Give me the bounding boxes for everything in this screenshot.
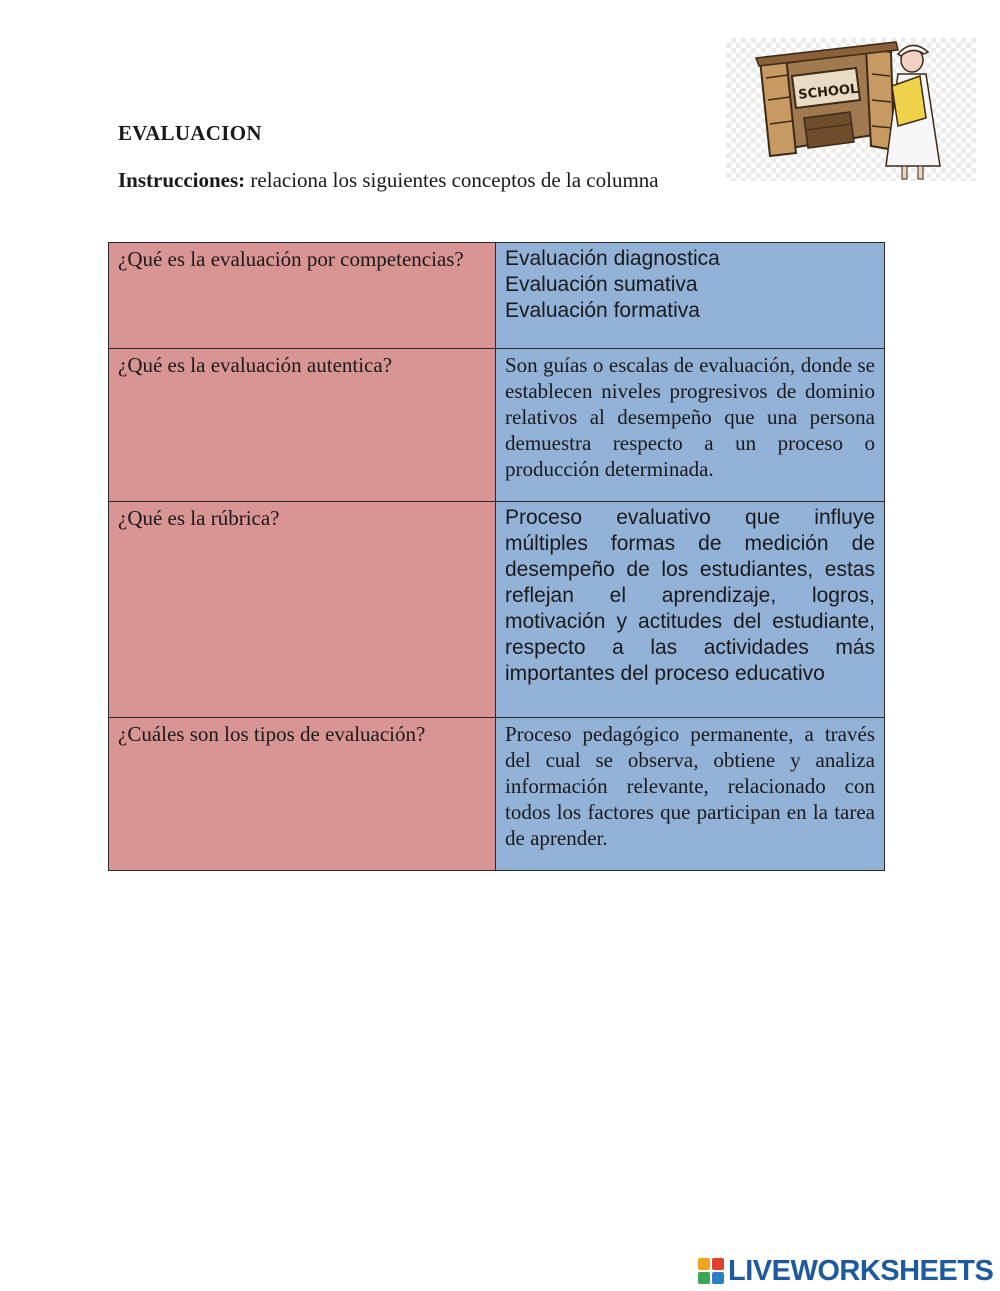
question-text: ¿Qué es la evaluación por competencias? — [118, 247, 464, 271]
answer-cell — [496, 718, 885, 871]
answer-text: Proceso evaluativo que influye múltiples formas de medición de desempeño de los estudiantes, estas reflejan el aprendizaje, logros, motivación y actitudes del estudiante, respecto a las actividades más importantes del proceso educativo — [505, 506, 875, 685]
table-row — [109, 502, 885, 718]
question-text: ¿Qué es la evaluación autentica? — [118, 353, 393, 377]
instructions — [118, 168, 659, 193]
instructions-label: Instrucciones: — [118, 168, 246, 192]
question-text: ¿Cuáles son los tipos de evaluación? — [118, 722, 426, 746]
answer-option: Evaluación diagnostica — [505, 247, 720, 270]
school-illustration — [726, 38, 976, 181]
page-title: EVALUACION — [118, 121, 262, 145]
instructions-text: relaciona los siguientes conceptos de la columna — [245, 168, 659, 192]
answer-cell — [496, 502, 885, 718]
table-row — [109, 349, 885, 502]
svg-text:SCHOOL: SCHOOL — [797, 81, 860, 103]
question-text: ¿Qué es la rúbrica? — [118, 506, 280, 530]
liveworksheets-logo — [698, 1255, 993, 1287]
answer-cell — [496, 349, 885, 502]
table-row — [109, 718, 885, 871]
answer-text: Proceso pedagógico permanente, a través del cual se observa, obtiene y analiza información relevante, relacionado con todos los factores que participan en la tarea de aprender. — [505, 722, 875, 850]
question-cell — [109, 349, 496, 502]
brand-name: LIVEWORKSHEETS — [728, 1254, 994, 1287]
table-row — [109, 243, 885, 349]
answer-option: Evaluación formativa — [505, 299, 700, 322]
matching-table — [108, 242, 885, 871]
school-teacher-icon — [726, 38, 976, 181]
answer-text: Son guías o escalas de evaluación, donde se establecen niveles progresivos de dominio relativos al desempeño que una persona demuestra respecto a un proceso o producción determinada. — [505, 353, 875, 481]
question-cell — [109, 243, 496, 349]
liveworksheets-icon — [698, 1258, 724, 1284]
question-cell — [109, 502, 496, 718]
answer-cell — [496, 243, 885, 349]
answer-option: Evaluación sumativa — [505, 273, 698, 296]
question-cell — [109, 718, 496, 871]
